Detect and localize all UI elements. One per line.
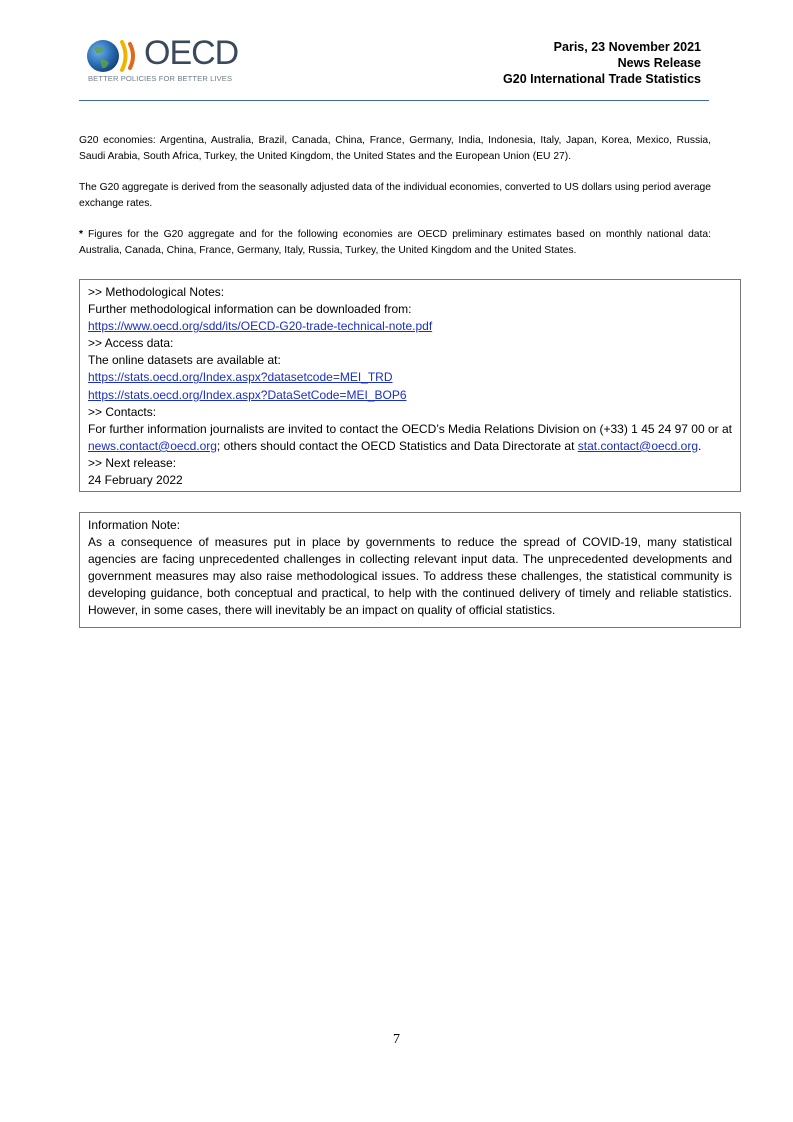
contacts-paragraph: [88, 421, 732, 455]
preliminary-estimates-text: Figures for the G20 aggregate and for the following economies are OECD preliminary estimates based on monthly national data: Australia, Canada, China, France, Germany, Italy, Russia, Turkey, the United Kingdom and the United States.: [79, 229, 711, 256]
methodological-notes-heading: >> Methodological Notes:: [88, 285, 225, 299]
mei-bop6-dataset-link[interactable]: https://stats.oecd.org/Index.aspx?DataSetCode=MEI_BOP6: [88, 387, 407, 402]
g20-aggregate-paragraph: The G20 aggregate is derived from the seasonally adjusted data of the individual economies, converted to US dollars using period average exchange rates.: [79, 182, 711, 209]
page-number: 7: [393, 1032, 400, 1047]
release-date: Paris, 23 November 2021: [553, 40, 701, 54]
information-note-box: [79, 512, 741, 628]
contacts-text-1: For further information journalists are invited to contact the OECD’s Media Relations Division on (+33) 1 45 24 97 00 or at: [88, 421, 732, 436]
logo-tagline: BETTER POLICIES FOR BETTER LIVES: [88, 74, 233, 83]
contacts-text-2: ; others should contact the OECD Statistics and Data Directorate at: [216, 438, 578, 453]
contacts-text-3: .: [698, 438, 702, 453]
technical-note-link[interactable]: https://www.oecd.org/sdd/its/OECD-G20-trade-technical-note.pdf: [88, 319, 433, 334]
contacts-heading: >> Contacts:: [88, 404, 157, 419]
next-release-date: 24 February 2022: [88, 473, 183, 488]
preliminary-estimates-paragraph: [79, 227, 711, 258]
access-data-text: The online datasets are available at:: [88, 353, 281, 368]
methodological-notes-text: Further methodological information can be downloaded from:: [88, 302, 412, 317]
news-contact-email-link[interactable]: news.contact@oecd.org: [88, 438, 217, 453]
mei-trd-dataset-link[interactable]: https://stats.oecd.org/Index.aspx?datasetcode=MEI_TRD: [88, 370, 393, 385]
next-release-heading: >> Next release:: [88, 455, 177, 470]
information-note-text: As a consequence of measures put in place by governments to reduce the spread of COVID-19, many statistical agencies are facing unprecedented challenges in collecting relevant input data. The unprecedented developments and government measures may also raise methodological issues. To address these challenges, the statistical community is developing guidance, both conceptual and practical, to help with the continued delivery of timely and reliable statistics. However, in some cases, there will inevitably be an impact on quality of official statistics.: [88, 535, 732, 618]
header-divider: [79, 100, 709, 101]
access-data-heading: >> Access data:: [88, 336, 174, 351]
logo-wordmark: OECD: [144, 34, 239, 72]
release-title: G20 International Trade Statistics: [503, 72, 701, 86]
g20-economies-paragraph: G20 economies: Argentina, Australia, Brazil, Canada, China, France, Germany, India, Indonesia, Italy, Japan, Korea, Mexico, Russia, Saudi Arabia, South Africa, Turkey, the United Kingdom, the United States and the European Union (EU 27).: [79, 135, 711, 162]
globe-icon: [86, 36, 144, 76]
stat-contact-email-link[interactable]: stat.contact@oecd.org: [577, 438, 699, 453]
information-note-heading: Information Note:: [88, 518, 181, 532]
release-type: News Release: [617, 56, 701, 70]
oecd-logo: [86, 36, 246, 86]
release-header: [503, 39, 701, 87]
footnote-star: *: [79, 229, 84, 240]
notes-box: [79, 279, 741, 492]
